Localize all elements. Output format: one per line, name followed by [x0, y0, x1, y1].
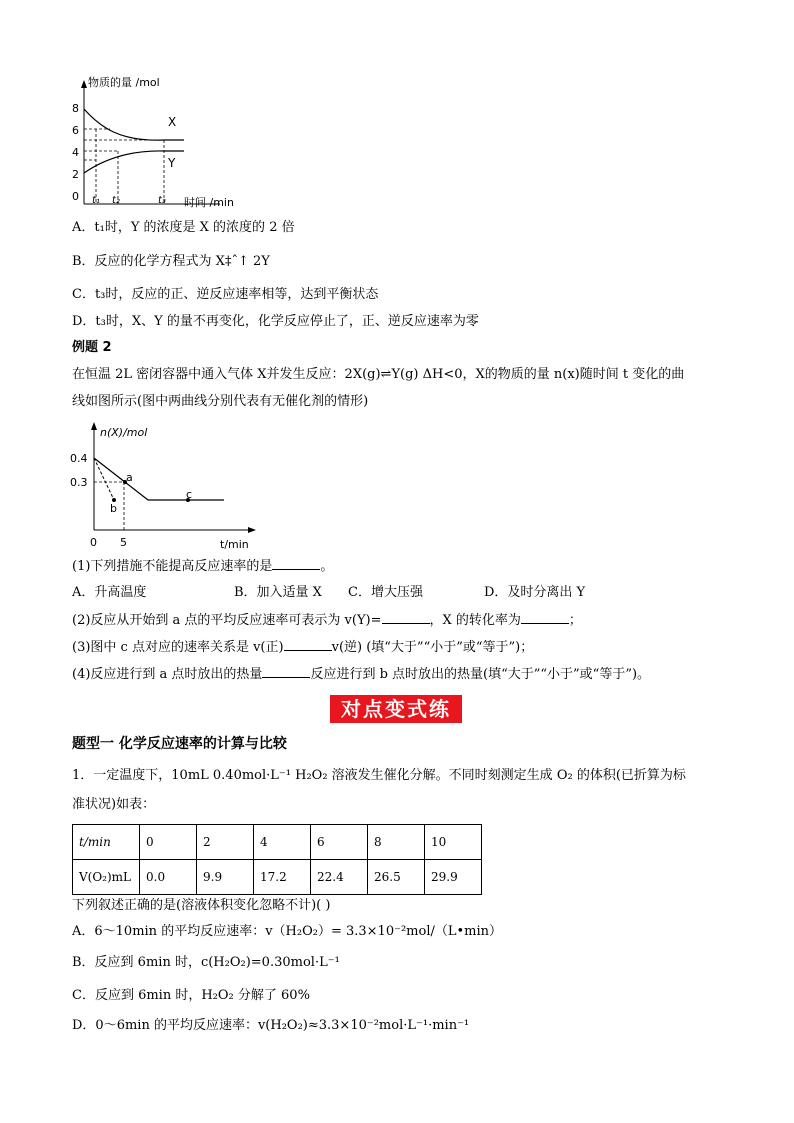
x-axis-arrow — [248, 527, 256, 533]
ex2-q4-blank[interactable] — [262, 665, 310, 678]
table-cell: 8 — [368, 825, 425, 860]
y-axis-label: 物质的量 /mol — [88, 76, 160, 89]
ex2-q3-text-2: v(逆) (填“大于”“小于”或“等于”)； — [331, 640, 534, 655]
y-axis-arrow — [81, 80, 87, 88]
q1-option-a: A．t₁时，Y 的浓度是 X 的浓度的 2 倍 — [72, 220, 295, 235]
ex2-q1 — [72, 557, 333, 576]
mole-time-chart — [70, 72, 270, 212]
y-tick-8: 8 — [72, 102, 79, 115]
label-c: c — [186, 488, 193, 501]
y-axis-arrow — [91, 422, 97, 430]
y-axis-label: n(X)/mol — [100, 426, 148, 439]
table-header-time: t/min — [73, 825, 140, 860]
x-tick-t3: t₃ — [158, 195, 166, 206]
label-a: a — [126, 471, 133, 484]
ex2-option-a: A．升高温度 — [72, 585, 147, 600]
ex2-q1-end: 。 — [320, 559, 334, 574]
x-axis-label: t/min — [220, 538, 249, 551]
table-cell: 22.4 — [311, 860, 368, 895]
ex2-q2-blank-2[interactable] — [521, 611, 569, 624]
table-cell: 10 — [425, 825, 482, 860]
curve-with-catalyst — [94, 458, 114, 500]
ex2-q4-text-2: 反应进行到 b 点时放出的热量(填“大于”“小于”或“等于”)。 — [310, 667, 651, 682]
q1-option-b: B．反应的化学方程式为 X‡ˆ↑ 2Y — [72, 254, 270, 269]
ex2-q1-blank[interactable] — [272, 557, 320, 570]
table-cell: 2 — [197, 825, 254, 860]
example2-stem-line1: 在恒温 2L 密闭容器中通入气体 X并发生反应：2X(g)⇌Y(g) ΔH<0，X的物质的量 n(x)随时间 t 变化的曲 — [72, 367, 685, 382]
curve-without-catalyst — [94, 458, 224, 500]
ex2-q3-text: (3)图中 c 点对应的速率关系是 v(正) — [72, 640, 284, 655]
x-tick-5: 5 — [120, 536, 127, 549]
ex2-q2-text-2: ，X 的转化率为 — [429, 613, 521, 628]
ex2-option-b: B．加入适量 X — [234, 585, 322, 600]
y-tick-03: 0.3 — [70, 476, 88, 489]
problem1-question: 下列叙述正确的是(溶液体积变化忽略不计)( ) — [72, 898, 331, 913]
y-tick-0: 0 — [72, 190, 79, 203]
ex2-q2-text: (2)反应从开始到 a 点的平均反应速率可表示为 v(Y)= — [72, 613, 382, 628]
ex2-q2-blank-1[interactable] — [382, 611, 430, 624]
label-b: b — [110, 502, 117, 515]
table-cell: 4 — [254, 825, 311, 860]
problem1-option-d: D．0～6min 的平均反应速率：v(H₂O₂)≈3.3×10⁻²mol·L⁻¹·min⁻¹ — [72, 1018, 470, 1033]
table-cell: 26.5 — [368, 860, 425, 895]
example2-title: 例题 2 — [72, 340, 112, 355]
problem1-option-a: A．6～10min 的平均反应速率：v（H₂O₂）= 3.3×10⁻²mol/（L•min） — [72, 924, 503, 939]
ex2-q2-end: ； — [568, 613, 582, 628]
table-header-volume: V(O₂)mL — [73, 860, 140, 895]
table-cell: 17.2 — [254, 860, 311, 895]
table-cell: 6 — [311, 825, 368, 860]
nx-time-chart — [70, 420, 270, 555]
problem1-stem-line2: 准状况)如表： — [72, 797, 156, 812]
ex2-q2 — [72, 611, 582, 630]
y-tick-2: 2 — [72, 168, 79, 181]
ex2-q3 — [72, 638, 533, 657]
table-cell: 0 — [140, 825, 197, 860]
y-tick-04: 0.4 — [70, 452, 88, 465]
table-row — [73, 860, 482, 895]
oxygen-volume-table — [72, 824, 482, 895]
x-tick-0: 0 — [90, 536, 97, 549]
ex2-q3-blank[interactable] — [284, 638, 332, 651]
section-title: 题型一 化学反应速率的计算与比较 — [72, 736, 287, 752]
x-tick-t2: t₂ — [112, 195, 120, 206]
q1-option-c: C．t₃时，反应的正、逆反应速率相等，达到平衡状态 — [72, 287, 379, 302]
table-cell: 29.9 — [425, 860, 482, 895]
table-row — [73, 825, 482, 860]
table-cell: 9.9 — [197, 860, 254, 895]
ex2-q1-text: (1)下列措施不能提高反应速率的是 — [72, 559, 273, 574]
label-y: Y — [168, 156, 176, 170]
y-tick-4: 4 — [72, 146, 79, 159]
y-tick-6: 6 — [72, 124, 79, 137]
ex2-option-c: C．增大压强 — [348, 585, 423, 600]
ex2-q4 — [72, 665, 650, 684]
q1-option-d: D．t₃时，X、Y 的量不再变化，化学反应停止了，正、逆反应速率为零 — [72, 314, 479, 329]
label-x: X — [168, 115, 177, 129]
example2-stem-line2: 线如图所示(图中两曲线分别代表有无催化剂的情形) — [72, 394, 369, 409]
ex2-option-d: D．及时分离出 Y — [484, 585, 586, 600]
ex2-q4-text: (4)反应进行到 a 点时放出的热量 — [72, 667, 263, 682]
table-cell: 0.0 — [140, 860, 197, 895]
problem1-option-c: C．反应到 6min 时，H₂O₂ 分解了 60% — [72, 988, 310, 1003]
x-axis-label: 时间 /min — [184, 196, 234, 209]
problem1-option-b: B．反应到 6min 时，c(H₂O₂)=0.30mol·L⁻¹ — [72, 955, 340, 970]
section-banner: 对点变式练 — [330, 695, 462, 723]
problem1-stem-line1: 1．一定温度下，10mL 0.40mol·L⁻¹ H₂O₂ 溶液发生催化分解。不同时刻测定生成 O₂ 的体积(已折算为标 — [72, 768, 686, 783]
x-tick-t1: t₁ — [92, 195, 100, 206]
